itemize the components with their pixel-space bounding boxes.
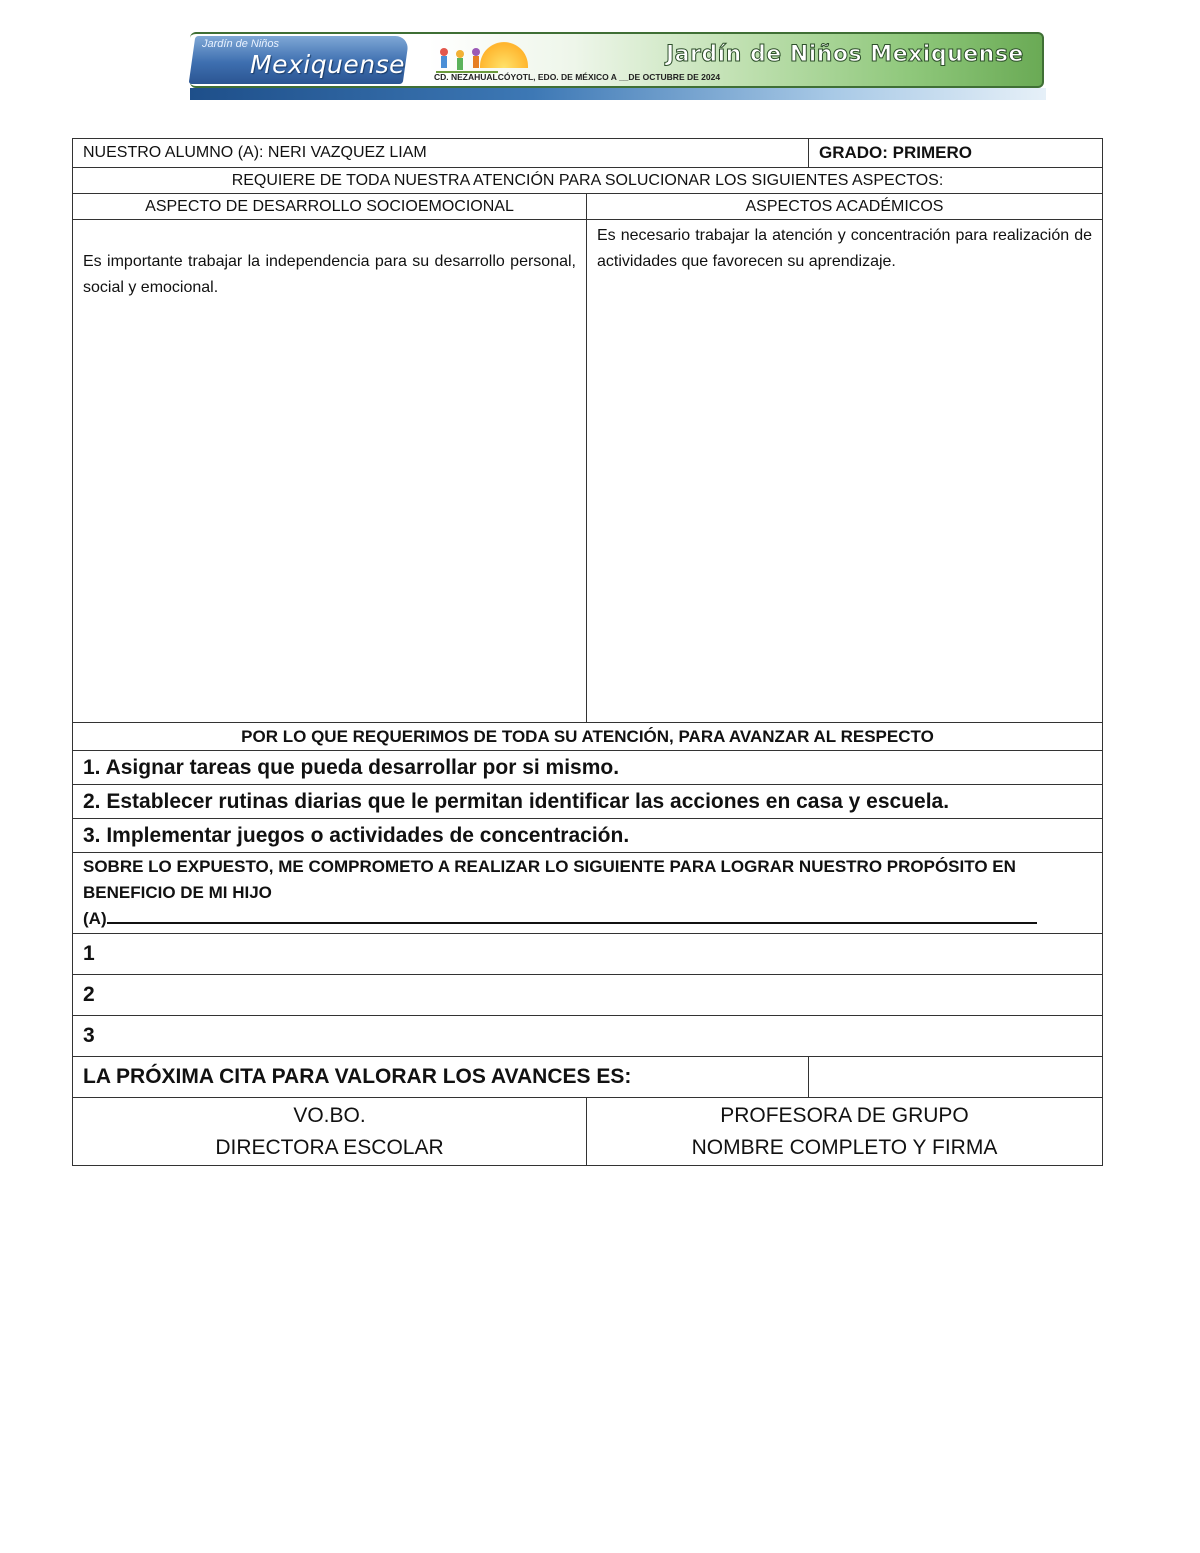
attention-title: POR LO QUE REQUERIMOS DE TODA SU ATENCIÓN, PARA AVANZAR AL RESPECTO: [73, 723, 1103, 751]
commitment-form-table: [72, 138, 1103, 1166]
commitment-child-line: [83, 906, 1092, 932]
student-row: [73, 139, 1103, 168]
banner-strip: [190, 88, 1046, 100]
commitment-child-label: (A): [83, 909, 107, 928]
action-item-3: 3. Implementar juegos o actividades de concentración.: [73, 819, 1103, 853]
action-item-1: 1. Asignar tareas que pueda desarrollar por si mismo.: [73, 751, 1103, 785]
next-appointment-date-field[interactable]: [809, 1057, 1103, 1098]
banner-subtitle: CD. NEZAHUALCÓYOTL, EDO. DE MÉXICO A __DE OCTUBRE DE 2024: [434, 72, 721, 82]
socio-emotional-text: Es importante trabajar la independencia para su desarrollo personal, social y emocional.: [83, 253, 576, 296]
logo-big-text: Mexiquense: [250, 50, 406, 79]
logo-small-text: Jardín de Niños: [202, 38, 280, 50]
academic-text: Es necesario trabajar la atención y concentración para realización de actividades que favorecen su aprendizaje.: [597, 227, 1092, 270]
banner-title: Jardín de Niños Mexiquense: [666, 42, 1024, 67]
academic-header: ASPECTOS ACADÉMICOS: [587, 194, 1103, 220]
commitment-item-3[interactable]: 3: [73, 1016, 1103, 1057]
student-grade: GRADO: PRIMERO: [809, 139, 1103, 168]
next-appointment-label: LA PRÓXIMA CITA PARA VALORAR LOS AVANCES ES:: [73, 1057, 809, 1098]
header-banner: [190, 32, 1046, 102]
commitment-item-1[interactable]: 1: [73, 934, 1103, 975]
student-name: NUESTRO ALUMNO (A): NERI VAZQUEZ LIAM: [73, 139, 809, 168]
teacher-signature-label: NOMBRE COMPLETO Y FIRMA: [691, 1135, 998, 1159]
requirement-title: REQUIERE DE TODA NUESTRA ATENCIÓN PARA SOLUCIONAR LOS SIGUIENTES ASPECTOS:: [73, 168, 1103, 194]
commitment-statement: SOBRE LO EXPUESTO, ME COMPROMETO A REALIZAR LO SIGUIENTE PARA LOGRAR NUESTRO PROPÓSITO EN BENEFICIO DE MI HIJO: [83, 857, 1016, 902]
commitment-fill-line[interactable]: [107, 910, 1037, 924]
teacher-title: PROFESORA DE GRUPO: [720, 1103, 969, 1127]
director-approval-label: VO.BO.: [293, 1103, 366, 1127]
commitment-item-2[interactable]: 2: [73, 975, 1103, 1016]
action-item-2: 2. Establecer rutinas diarias que le permitan identificar las acciones en casa y escuela.: [73, 785, 1103, 819]
socio-emotional-header: ASPECTO DE DESARROLLO SOCIOEMOCIONAL: [73, 194, 587, 220]
director-title: DIRECTORA ESCOLAR: [215, 1135, 444, 1159]
